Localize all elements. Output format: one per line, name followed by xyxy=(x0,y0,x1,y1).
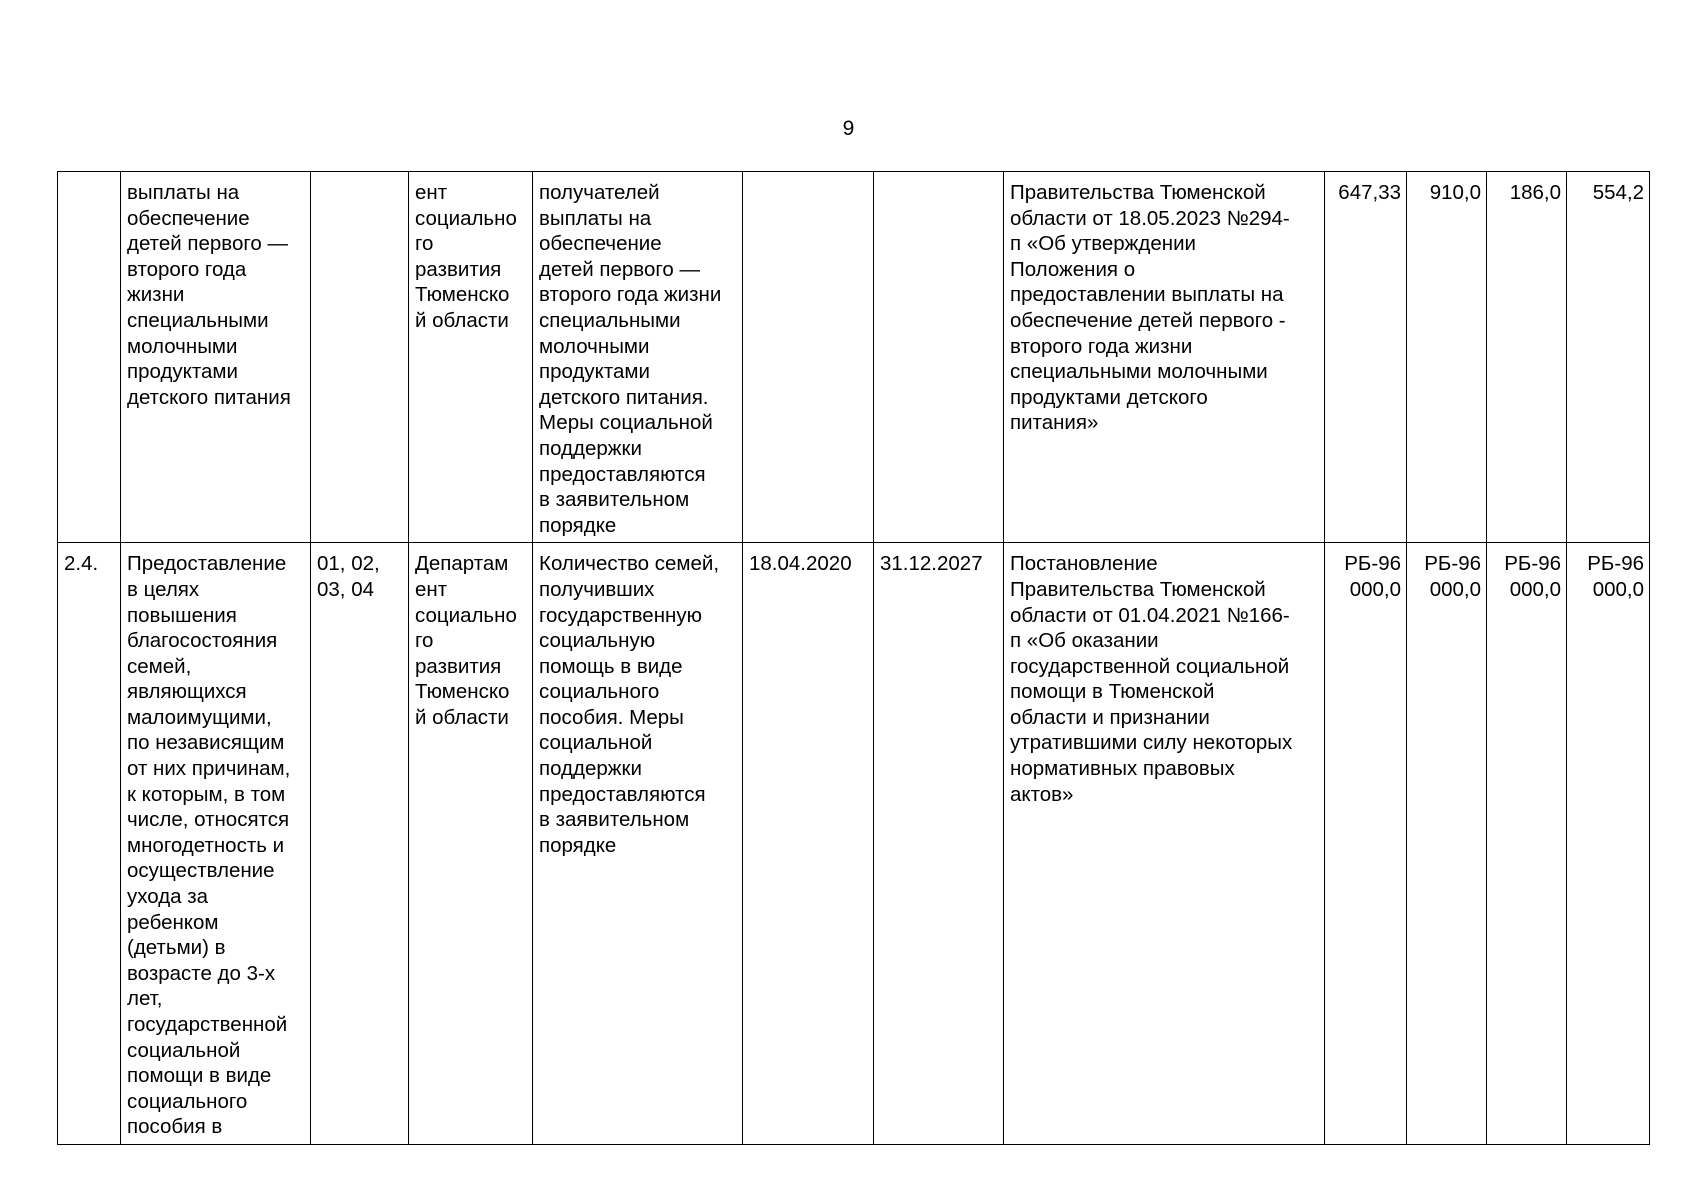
cell-indicator: Количество семей, получивших государственную социальную помощь в виде социального пособия. Меры социальной поддержки предоставляются в заявительном порядке xyxy=(533,543,743,1145)
cell-value-1: РБ-96 000,0 xyxy=(1325,543,1407,1145)
table-row xyxy=(58,172,1650,543)
cell-start-date: 18.04.2020 xyxy=(743,543,874,1145)
table-row xyxy=(58,543,1650,1145)
cell-indicator: получателей выплаты на обеспечение детей первого — второго года жизни специальными молочными продуктами детского питания. Меры социальной поддержки предоставляются в заявительном порядке xyxy=(533,172,743,543)
cell-measure-name: выплаты на обеспечение детей первого — второго года жизни специальными молочными продуктами детского питания xyxy=(121,172,311,543)
cell-end-date xyxy=(874,172,1004,543)
cell-value-4: 554,2 xyxy=(1567,172,1650,543)
page-number: 9 xyxy=(842,117,855,140)
cell-codes xyxy=(311,172,409,543)
cell-number: 2.4. xyxy=(58,543,121,1145)
cell-document: Правительства Тюменской области от 18.05.2023 №294- п «Об утверждении Положения о предоставлении выплаты на обеспечение детей первого - второго года жизни специальными молочными продуктами детского питания» xyxy=(1004,172,1325,543)
cell-executor: ент социально го развития Тюменско й области xyxy=(409,172,533,543)
cell-value-2: РБ-96 000,0 xyxy=(1407,543,1487,1145)
cell-start-date xyxy=(743,172,874,543)
cell-document: Постановление Правительства Тюменской области от 01.04.2021 №166- п «Об оказании государственной социальной помощи в Тюменской области и признании утратившими силу некоторых нормативных правовых актов» xyxy=(1004,543,1325,1145)
cell-value-3: РБ-96 000,0 xyxy=(1487,543,1567,1145)
cell-codes: 01, 02, 03, 04 xyxy=(311,543,409,1145)
cell-end-date: 31.12.2027 xyxy=(874,543,1004,1145)
cell-value-3: 186,0 xyxy=(1487,172,1567,543)
cell-value-2: 910,0 xyxy=(1407,172,1487,543)
cell-executor: Департам ент социально го развития Тюменско й области xyxy=(409,543,533,1145)
cell-measure-name: Предоставление в целях повышения благосостояния семей, являющихся малоимущими, по независящим от них причинам, к которым, в том числе, относятся многодетность и осуществление ухода за ребенком (детьми) в возрасте до 3-х лет, государственной социальной помощи в виде социального пособия в xyxy=(121,543,311,1145)
cell-value-1: 647,33 xyxy=(1325,172,1407,543)
cell-value-4: РБ-96 000,0 xyxy=(1567,543,1650,1145)
cell-number xyxy=(58,172,121,543)
measures-table xyxy=(57,171,1650,1145)
